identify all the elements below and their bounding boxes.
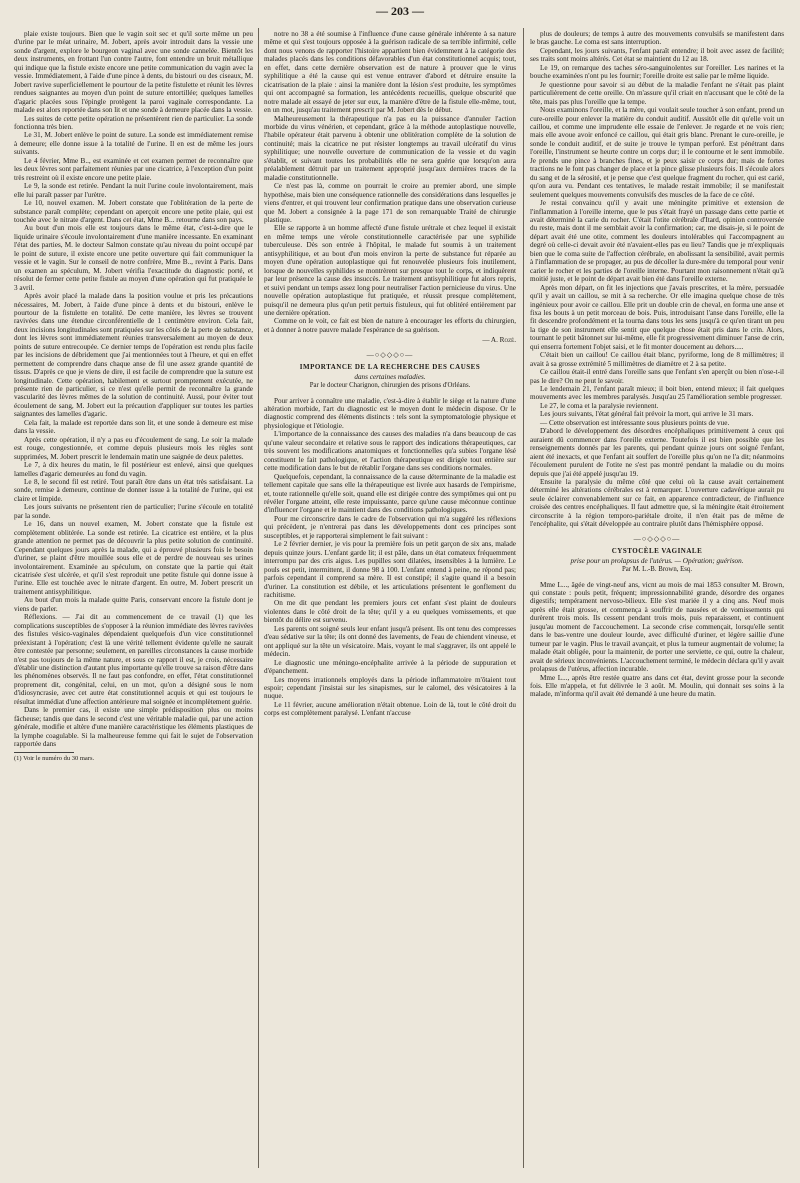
paragraph: C'était bien un caillou! Ce caillou était blanc, pyriforme, long de 8 millimètres; il avait à sa grosse extrémité 5 millimètres de diamètre et 2 à sa petite. xyxy=(530,351,784,368)
paragraph: Après cette opération, il n'y a pas eu d'écoulement de sang. Le soir la malade est rouge, congestionnée, et comme depuis plusieurs mois les règles sont supprimées, M. Jobert prescrit le lendemain matin une saignée de deux palettes. xyxy=(14,435,253,461)
paragraph: Pour arriver à connaître une maladie, c'est-à-dire à établir le siège et la nature d'une altération morbide, l'art du diagnostic est le moyen dont le médecin dispose. Or le diagnostic comprend des éléments distincts : tels sont la symptomatologie physique et physiologique et l'étiologie. xyxy=(264,396,516,430)
paragraph: Les jours suivants, l'état général fait prévoir la mort, qui arrive le 31 mars. xyxy=(540,410,754,419)
paragraph: Je questionne pour savoir si au début de la maladie l'enfant ne s'était pas plaint particulièrement de cette oreille. On m'assure qu'il criait en n'accusant que le côté de la tête, mais pas plus l'oreille que la tempe. xyxy=(530,80,784,106)
paragraph: Le 2 février dernier, je vis pour la première fois un petit garçon de six ans, malade depuis quinze jours. L'enfant garde lit; il est pâle, dans un état comateux fréquemment interrompu par des cris aigus. Les pupilles sont dilatées, insensibles à la lumière. Le pouls est petit, intermittent, il donne 98 à 100. L'enfant entend à peine, ne répond pas; parfois cependant il comprend sa mère. Il est constipé; il s'agite quand il a besoin d'uriner. La constitution est débile, et les articulations présentent le gonflement du rachitisme. xyxy=(264,540,516,599)
article-author: Par M. L.-B. Brown, Esq. xyxy=(621,566,693,574)
paragraph: Ce n'est pas là, comme on pourrait le croire au premier abord, une simple hypothèse, mais bien une conséquence rationnelle des considérations dans lesquelles je viens d'entrer, et qui trouvent leur confirmation pratique dans une observation curieuse que M. Jobert a consignée à la page 171 de son remarquable Traité de chirurgie plastique. xyxy=(264,182,516,224)
paragraph: plus de douleurs; de temps à autre des mouvements convulsifs se manifestent dans le bras gauche. Le coma est sans interruption. xyxy=(530,30,784,47)
paragraph: Ce caillou était-il entré dans l'oreille sans que l'enfant s'en aperçût ou bien n'ose-t-il pas le dire? On ne peut le savoir. xyxy=(530,368,784,385)
paragraph: Mme L..., âgée de vingt-neuf ans, vicnt au mois de mai 1853 consulter M. Brown, qui constate : pouls petit, fréquent; impressionnabilité grande, désordre des organes digestifs; tempérament nervoso-bilieux. Elle s'est mariée il y a cinq ans. Neuf mois après elle était grosse, et commença à souffrir de nausées et de vomissements qui durèrent trois mois. Ils cessent pendant trois mois, puis reparaissent, et continuent jusqu'au moment de l'accouchement. La seconde crise commençait, lorsqu'elle sentit dans le bas-ventre une douleur lourde, avec difficulté d'uriner, et légère saillie d'une tumeur par le vagin. Plus le travail avançait, et plus la tumeur augmentait de volume; la malade était obligée, pour la maintenir, de porter une serviette, ce qui, outre la chaleur, avait de sérieux inconvénients. L'accouchement terminé, le médecin déclara qu'il y avait prolapsus de l'utérus, affection incurable. xyxy=(530,580,784,674)
paragraph: Le 8, le second fil est retiré. Tout paraît être dans un état très satisfaisant. La sonde, remise à demeure, continue de donner issue à la totalité de l'urine, qui est claire et limpide. xyxy=(14,478,253,503)
paragraph: Après avoir placé la malade dans la position voulue et pris les précautions nécessaires, M. Jobert, à l'aide d'une pince à dents et du bistouri, enlève le pourtour de la fistulette en totalité. De cette manière, les lèvres se trouvent ravivées dans une étendue circonférentielle de 1 centimètre environ. Cela fait, deux incisions longitudinales sont pratiquées sur les côtés de la perte de substance, dont les lèvres sont immédiatement réunies transversalement au moyen de deux points de suture entrecoupée. Ce dernier temps de l'opération est rendu plus facile par les incisions de débridement que j'ai mentionnées tout à l'heure, et qui en effet permettent de comprendre dans chaque anse de fil une assez grande quantité de tissus. D'après ce que je viens de dire, il est facile de comprendre que la suture est longitudinale. Cette opération, habilement et surtout promptement exécutée, ne présente rien de particulier, si ce n'est qu'elle permit de reconnaître la grande vascularité des lèvres mêmes de la solution de continuité. Aussi, pour éviter tout écoulement de sang, M. Jobert eut la précaution d'appliquer sur toutes les parties saignantes des lamelles d'agaric. xyxy=(14,292,253,419)
paragraph: Cela fait, la malade est reportée dans son lit, et une sonde à demeure est mise dans la vessie. xyxy=(14,418,253,436)
paragraph: Les parents ont soigné seuls leur enfant jusqu'à présent. Ils ont tenu des compresses d'eau sédative sur la tête; ils ont donné des lavements, de l'eau de chiendent vineuse, et ont appliqué sur la tête un vésicatoire. Mais, voyant le mal s'aggraver, ils ont appelé le médecin. xyxy=(264,624,516,659)
footnote: (1) Voir le numéro du 30 mars. xyxy=(14,754,95,762)
footnote-divider xyxy=(14,752,74,753)
reflexions-paragraph: Réflexions. — J'ai dit au commencement de ce travail (1) que les complications susceptibles de s'opposer à la réunion immédiate des lèvres ravivées des fistules vésico-vaginales dépendaient quelquefois d'un vice constitutionnel préexistant à l'opération; c'est là une vérité tellement évidente qu'elle ne saurait être contestée par personne; seulement, en pareilles circonstances la cause morbide n'est pas toujours de la même nature, et sous ce rapport il est, je crois, nécessaire d'établir une distinction d'autant plus importante qu'elle trouve sa raison d'être dans les phénomènes observés. Il ne faut pas confondre, en effet, l'état constitutionnel proprement dit, congénital, celui, en un mot, qu'on a désigné sous le nom d'idiosyncrasie, avec cet autre état constitutionnel acquis et qui est toujours le résultat immédiat d'une affection antérieure mal soignée et incomplètement guérie. xyxy=(14,613,253,706)
paragraph: Le 16, dans un nouvel examen, M. Jobert constate que la fistule est complètement oblitérée. La sonde est retirée. La cicatrice est entière, et la plus grande attention ne permet pas de découvrir la plus petite solution de continuité. Cependant quelques jours après la malade, qui a éprouvé plusieurs fois le besoin d'uriner, se plaint d'être mouillée sous elle et de perdre de nouveau ses urines involontairement. Examinée au spéculum, on constate que la partie qui était cicatrisée s'est ulcérée, et qu'il s'est reproduit une petite fistule qui donne issue à l'urine. Elle est touchée avec le nitrate d'argent. En outre, M. Jobert prescrit un traitement antisyphilitique. xyxy=(14,520,253,596)
paragraph: Le 7, à dix heures du matin, le fil postérieur est enlevé, ainsi que quelques lamelles d'agaric demeurées au fond du vagin. xyxy=(14,461,253,478)
paragraph: Dans le premier cas, il existe une simple prédisposition plus ou moins fâcheuse; tandis que dans le second c'est une véritable maladie qui, par une action générale, modifie et altère d'une manière caractéristique les éléments plastiques de la lymphe coagulable. Si la malheureuse femme qui fait le sujet de l'observation rapportée dans xyxy=(14,706,253,749)
section-separator: —○◇◇◇○— xyxy=(633,534,681,543)
paragraph: — Cette observation est intéressante sous plusieurs points de vue. xyxy=(540,418,730,427)
column-divider xyxy=(258,28,259,1168)
article-subtitle: prise pour un prolapsus de l'utérus. — Opération; guérison. xyxy=(570,556,744,565)
column-2 xyxy=(264,30,516,1170)
paragraph: Le 31, M. Jobert enlève le point de suture. La sonde est immédiatement remise à demeure; elle donne issue à la totalité de l'urine. Il en est de même les jours suivants. xyxy=(14,131,253,157)
paragraph: Malheureusement la thérapeutique n'a pas eu la puissance d'annuler l'action morbide du virus vénérien, et cependant, grâce à la méthode autoplastique nouvelle, l'habile opérateur était parvenu à obtenir une oblitération complète de la solution de continuité; mais la cicatrice ne put résister longtemps au travail ulcératif du virus syphilitique; une nouvelle ouverture de communication de la vessie et du vagin s'établit, et suivant toutes les probabilités elle ne sera guérie que lorsqu'on aura préalablement détruit par un traitement approprié jusqu'aux dernières traces de la maladie constitutionnelle. xyxy=(264,114,516,182)
column-1 xyxy=(14,30,253,1170)
paragraph: Quelquefois, cependant, la connaissance de la cause déterminante de la maladie est tellement capitale que sans elle la thérapeutique est livrée aux hasards de l'empirisme, et, toute rationnelle qu'elle soit, quand elle est dirigée contre des symptômes qui ont pu révéler l'organe atteint, elle reste impuissante, parce qu'une cause méconnue continue d'influencer l'organe et le maintient dans des conditions pathologiques. xyxy=(264,472,516,515)
paragraph: Cependant, les jours suivants, l'enfant paraît entendre; il boit avec assez de facilité; ses traits sont moins altérés. Cet état se maintient du 12 au 18. xyxy=(530,46,784,64)
paragraph: Le 27, le coma et la paralysie reviennent. xyxy=(540,401,659,410)
paragraph: Elle se rapporte à un homme affecté d'une fistule urétrale et chez lequel il existait en même temps une vérole constitutionnelle caractérisée par une syphilide tuberculeuse. Dès son entrée à l'hôpital, le malade fut soumis à un traitement antisyphilitique, et au bout d'un mois environ la perte de substance fut réparée au moyen d'une opération autoplastique qui fut renouvelée plusieurs fois inutilement, lorsque de nouvelles syphilides se montrèrent sur presque tout le corps, et indiquèrent par leur présence la cause des insuccès. Le traitement antisyphilitique fut alors repris, et suivi pendant un temps assez long pour neutraliser l'action pernicieuse du virus. Une nouvelle opération autoplastique fut pratiquée, et réussit presque complètement, puisqu'il ne demeura plus qu'un petit pertuis fistuleux, qui fut oblitéré entièrement par une dernière opération. xyxy=(264,224,516,317)
paragraph: Ensuite la paralysie du même côté que celui où la cause avait certainement déterminé les altérations cérébrales est à remarquer. L'ouverture cadavérique aurait pu seule éclairer convenablement sur ce fait, en apparence contradicteur, de l'influence croisée des centres encéphaliques. Il faut admettre que, si la méningite était étroitement circonscrite à la région temporo-pariétale droite, il n'en était pas de même de l'encéphalite, qui s'était développée au contraire plutôt dans l'hémisphère opposé. xyxy=(530,478,784,529)
article-subtitle: dans certaines maladies. xyxy=(354,372,426,381)
author-signature: — A. Rozé. xyxy=(482,336,516,345)
article-author: Par le docteur Charignon, chirurgien des prisons d'Orléans. xyxy=(309,382,471,390)
section-separator: —○◇◇◇○— xyxy=(366,350,414,359)
article-title: CYSTOCÈLE VAGINALE xyxy=(611,547,703,556)
paragraph: Le 9, la sonde est retirée. Pendant la nuit l'urine coule involontairement, mais elle lui paraît passer par l'urètre. xyxy=(14,182,253,199)
paragraph: Le diagnostic une méningo-encéphalite arrivée à la période de suppuration et d'épanchement. xyxy=(264,658,516,676)
paragraph: Mme L..., après être restée quatre ans dans cet état, devint grosse pour la seconde fois. Elle m'appela, et fut délivrée le 3 août. M. Moulin, qui donnait ses soins à la malade, m'informa qu'il avait été demandé à une heure du matin. xyxy=(530,673,784,699)
article-title: IMPORTANCE DE LA RECHERCHE DES CAUSES xyxy=(299,363,481,372)
paragraph: Les jours suivants ne présentent rien de particulier; l'urine s'écoule en totalité par la sonde. xyxy=(14,503,253,520)
paragraph: Je restai convaincu qu'il y avait une méningite primitive et extension de l'inflammation à l'oreille interne, que le pus s'était frayé un passage dans cette partie et avait déterminé la carie du rocher. C'était l'otite cérébrale d'Itard, opinion controversée du reste, mais dont il me semblait avoir la confirmation; car, me disais-je, si le point de départ avait été une otite, comment les douleurs intolérables qui l'accompagnent au degré où celle-ci devait avoir été n'avaient-elles pas eu lieu? Tandis que je m'expliquais bien que le coma suite de l'affection cérébrale, en abolissant la sensibilité, avait permis à l'inflammation de se propager, au pus de décoller la dure-mère du temporal pour venir carier le rocher et les parties de l'oreille interne. Pourtant mon raisonnement n'était qu'à moitié juste, et le point de départ avait bien été dans l'oreille externe. xyxy=(530,199,784,284)
paragraph: Le 11 février, aucune amélioration n'était obtenue. Loin de là, tout le côté droit du corps est complètement paralysé. L'enfant n'accuse xyxy=(264,700,516,718)
paragraph: Au bout d'un mois elle est toujours dans le même état, c'est-à-dire que le liquide urinaire s'écoule involontairement d'une manière incessante. En examinant l'état des parties, M. le docteur Salmon constate qu'au niveau du point occupé par le point de suture, il existe encore une petite ouverture qui fait communiquer la vessie et le vagin. Sur le conseil de notre confrère, Mme B.., revint à Paris. Dans un examen au spéculum, M. Jobert vérifia l'exactitude du diagnostic porté, et résolut de fermer cette petite fistule au moyen d'une opération qui fut pratiquée le 3 avril. xyxy=(14,224,253,292)
paragraph: Au bout d'un mois la malade quitte Paris, conservant encore la fistule dont je viens de parler. xyxy=(14,596,253,613)
column-3 xyxy=(530,30,784,1170)
page-number: — 203 — xyxy=(376,4,424,18)
paragraph: Le 4 février, Mme B.., est examinée et cet examen permet de reconnaître que les deux lèvres sont parfaitement réunies par une cicatrice, à l'exception d'un point très restreint où il existe encore une petite plaie. xyxy=(14,156,253,182)
paragraph: notre no 38 a été soumise à l'influence d'une cause générale inhérente à sa nature même et qui s'est toujours opposée à la guérison radicale de sa terrible infirmité, celle dont nous venons de rapporter l'histoire appartient bien évidemment à la catégorie des malades placés dans les conditions défavorables d'un état constitutionnel acquis; tout, en effet, dans cette dernière observation est de nature à prouver que le virus syphilitique a été la cause qui est venue entraver d'abord et détruire ensuite la cicatrisation de la plaie : ainsi la manière dont la lésion s'est produite, les symptômes qui ont accompagné sa formation, les antécédents recueillis, quelque obscurité que notre malade ait essayé de jeter sur eux, la manière d'être de la fistule elle-même, tout, en un mot, jusqu'au traitement prescrit par M. Jobert dès le début. xyxy=(264,30,516,115)
paragraph: plaie existe toujours. Bien que le vagin soit sec et qu'il sorte même un peu d'urine par le méat urinaire, M. Jobert, après avoir introduit dans la vessie une sonde d'argent, explore le bourgeon vaginal avec une sonde cannelée. Bientôt les deux instruments, en frottant l'un contre l'autre, font entendre un bruit métallique qui indique que la fistule existe encore une petite communication du vagin avec la vessie. Immédiatement, à l'aide d'une pince à dents, du bistouri ou des ciseaux, M. Jobert ravive superficiellement le pourtour de la petite fistulette et réunit les lèvres rendues saignantes au moyen d'un point de suture entortillée; quelques lamelles d'agaric placées sous l'épingle protègent la paroi vaginale correspondante. La malade est alors reportée dans son lit et une sonde à demeure placée dans la vessie. xyxy=(14,30,253,115)
paragraph: L'importance de la connaissance des causes des maladies n'a dans beaucoup de cas qu'une valeur secondaire et relative sous le rapport des indications thérapeutiques, car très souvent les modifications anatomiques et fonctionnelles qu'a subies l'organe lésé constituent le fait pathologique, et l'action thérapeutique est dirigée tout entière sur cette modification dans le but de rétablir l'organe dans ses conditions normales. xyxy=(264,430,516,473)
paragraph: Les moyens irrationnels employés dans la période inflammatoire m'ôtaient tout espoir; cependant j'insistai sur les sinapismes, sur le calomel, des vésicatoires à la nuque. xyxy=(264,675,516,701)
paragraph: Nous examinons l'oreille, et la mère, qui voulait seule toucher à son enfant, prend un cure-oreille pour enlever la matière du conduit auditif. Aussitôt elle dit qu'elle voit un caillou, et comme une imprudente elle essaie de l'enlever. Je regarde et ne vois rien; mais elle avoue avoir enfoncé ce caillou, qui était gris blanc. Prenant le cure-oreille, je sonde le conduit auditif, et de suite je trouve le tympan perforé. Est pénétrant dans l'oreille, l'instrument se heurte contre un corps dur; il le contourne et le sent immobile. Je prends une pince à branches fines, et je peux saisir ce corps dur; mais de fortes tractions ne le font pas changer de place et la pince glisse plusieurs fois. Il s'écoule alors du sang et de la sérosité, et je pense que c'est quelque fragment du rocher, qui est carié, qu'on aura vu. Pendant ces tentatives, le malade restait immobile; il se manifestait seulement quelques mouvements convulsifs des muscles de la face de ce côté. xyxy=(530,106,784,199)
paragraph: Le 10, nouvel examen. M. Jobert constate que l'oblitération de la perte de substance paraît complète; cependant on aperçoit encore une petite plaie, qui est touchée avec le nitrate d'argent. Dans cet état, Mme B... retourne dans son pays. xyxy=(14,199,253,224)
paragraph: Comme on le voit, ce fait est bien de nature à encourager les efforts du chirurgien, et à donner à notre pauvre malade l'espérance de sa guérison. xyxy=(264,317,516,334)
paragraph: Les suites de cette petite opération ne présentèrent rien de particulier. La sonde fonctionna très bien. xyxy=(14,114,253,131)
paragraph: Le lendemain 21, l'enfant paraît mieux; il boit bien, entend mieux; il fait quelques mouvements avec les membres paralysés. Jusqu'au 25 l'amélioration semble progresser. xyxy=(530,385,784,402)
paragraph: Pour me circonscrire dans le cadre de l'observation qui m'a suggéré les réflexions qui précèdent, je n'entrerai pas dans les développements dont ces principes sont susceptibles, et je rapporterai simplement le fait suivant : xyxy=(264,514,516,540)
paragraph: Le 19, on remarque des taches séro-sanguinolentes sur l'oreiller. Les narines et la bouche examinées n'ont pu les fournir; l'oreille droite est salie par le même liquide. xyxy=(530,63,784,81)
paragraph: Après mon départ, on fit les injections que j'avais prescrites, et la mère, persuadée qu'il y avait un caillou, se mit à sa recherche. Or elle imagina quelque chose de très ingénieux pour avoir ce caillou. Elle prit un double crin de cheval, en forma une anse et fixa les bouts à un petit morceau de bois. Puis, introduisant l'anse dans l'oreille, elle la fit descendre profondément et la tourna dans tous les sens jusqu'à ce qu'en tirant un peu la tige de son instrument elle sentit que quelque chose était pris dans le crin. Alors, tournant le petit bâtonnet sur lui-même, elle fit progressivement diminuer l'anse de crin, qui enserra fortement l'objet saisi, et le fit monter doucement au dehors..... xyxy=(530,283,784,351)
paragraph: On me dit que pendant les premiers jours cet enfant s'est plaint de douleurs violentes dans le côté droit de la tête; qu'il y a eu quelques vomissements, et que bientôt du délire est survenu. xyxy=(264,599,516,625)
paragraph: D'abord le développement des désordres encéphaliques primitivement à ceux qui auraient dû commencer dans l'oreille externe. Toutefois il est bien possible que les renseignements donnés par les parents, qui pendant quinze jours ont soigné l'enfant, aient été inexacts, et que l'enfant ait souffert de l'oreille plus qu'on ne l'a dit; néanmoins l'écoulement purulent de l'otite ne s'est pas montré pendant la maladie ou du moins depuis que j'ai été appelé jusqu'au 19. xyxy=(530,427,784,478)
column-divider xyxy=(523,28,524,1168)
